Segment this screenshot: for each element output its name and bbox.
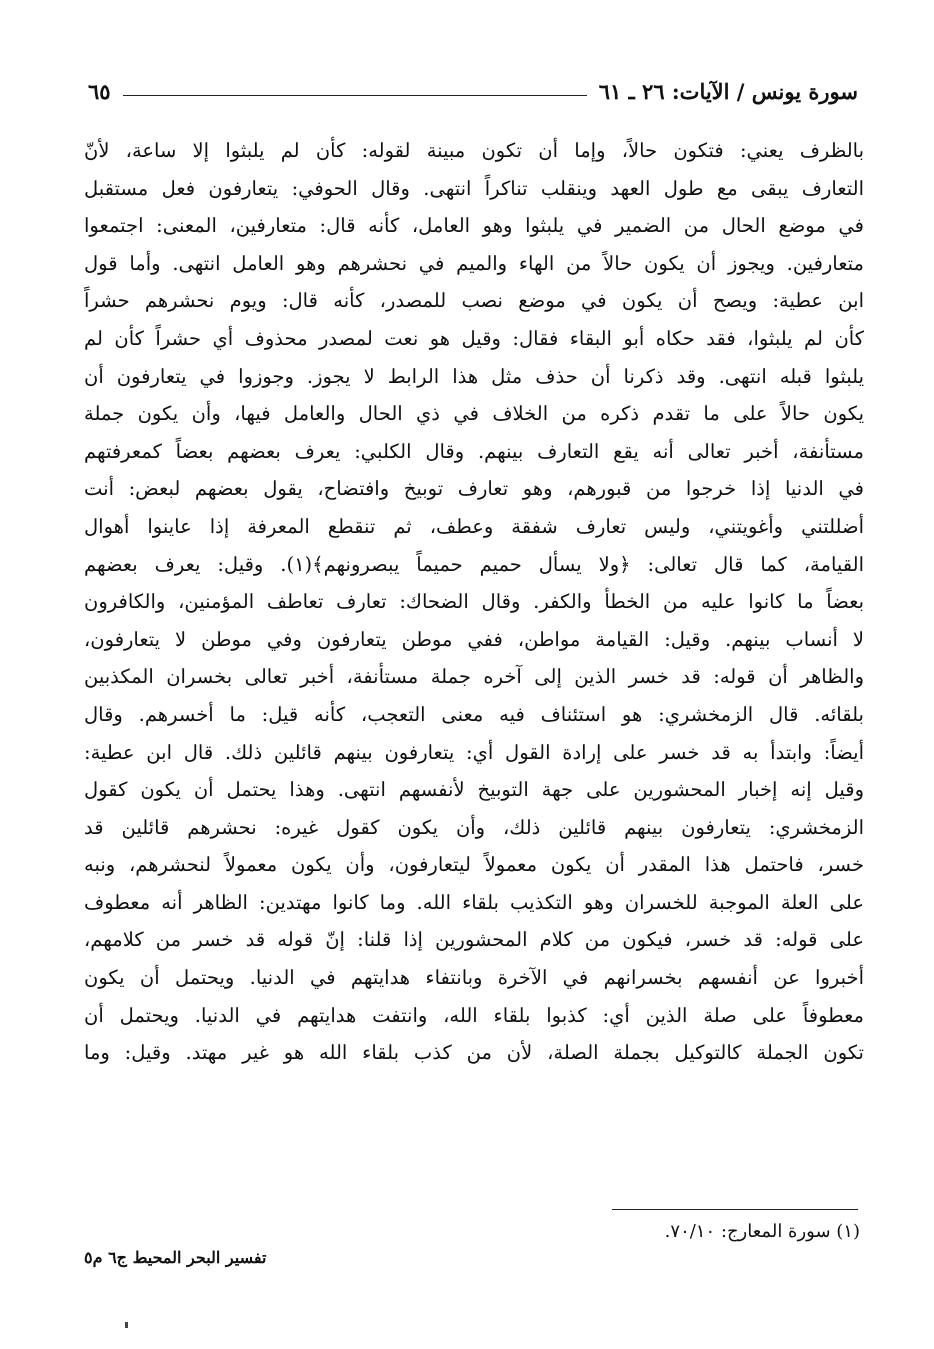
footnote-rule bbox=[612, 1209, 858, 1210]
text-line: في موضع الحال من الضمير في يلبثوا وهو العامل، كأنه قال: متعارفين، المعنى: اجتمعوا bbox=[84, 214, 864, 238]
text-line: يلبثوا قبله انتهى. وقد ذكرنا أن حذف مثل هذا الرابط لا يجوز. وجوزوا في يتعارفون أن bbox=[84, 364, 864, 388]
text-line: أيضاً: وابتدأ به قد خسر على إرادة القول أي: يتعارفون بينهم قائلين ذلك. قال ابن عطية: bbox=[84, 740, 864, 764]
text-line: التعارف يبقى مع طول العهد وينقلب تناكراً انتهى. وقال الحوفي: يتعارفون فعل مستقبل bbox=[84, 176, 864, 200]
footer-signature: تفسير البحر المحيط ج٦ م٥ bbox=[84, 1248, 267, 1267]
text-line: خسر، فاحتمل هذا المقدر أن يكون معمولاً ليتعارفون، وأن يكون معمولاً لنحشرهم، ونبه bbox=[84, 853, 864, 877]
text-line: في الدنيا إذا خرجوا من قبورهم، وهو تعارف توبيخ وافتضاح، يقول بعضهم لبعض: أنت bbox=[84, 477, 864, 501]
footnote: (١) سورة المعارج: ٧٠/١٠. bbox=[664, 1221, 860, 1242]
text-line: لا أنساب بينهم. وقيل: القيامة مواطن، ففي موطن يتعارفون وفي موطن لا يتعارفون، bbox=[84, 627, 864, 651]
text-line: الزمخشري: يتعارفون بينهم قائلين ذلك، وأن يكون كقول غيره: نحشرهم قائلين قد bbox=[84, 815, 864, 839]
text-line: بلقائه. قال الزمخشري: هو استئناف فيه معنى التعجب، كأنه قيل: ما أخسرهم. وقال bbox=[84, 702, 864, 726]
header-rule bbox=[123, 95, 587, 96]
text-line: على العلة الموجبة للخسران وهو التكذيب بلقاء الله. وما كانوا مهتدين: الظاهر أنه معطوف bbox=[84, 890, 864, 914]
text-line: على قوله: قد خسر، فيكون من كلام المحشورين إذا قلنا: إنّ قوله قد خسر من كلامهم، bbox=[84, 928, 864, 952]
text-line: تكون الجملة كالتوكيل بجملة الصلة، لأن من كذب بلقاء الله هو غير مهتد. وقيل: وما bbox=[84, 1041, 864, 1065]
print-mark bbox=[125, 1322, 128, 1328]
text-line: أخبروا عن أنفسهم بخسرانهم في الآخرة وبانتفاء هدايتهم في الدنيا. ويحتمل أن يكون bbox=[84, 966, 864, 990]
text-line: بالظرف يعني: فتكون حالاً، وإما أن تكون مبينة لقوله: كأن لم يلبثوا إلا ساعة، لأنّ bbox=[84, 139, 864, 162]
text-line: والظاهر أن قوله: قد خسر الذين إلى آخره جملة مستأنفة، أخبر تعالى بخسران المكذبين bbox=[84, 665, 864, 689]
running-title: سورة يونس / الآيات: ٢٦ ـ ٦١ bbox=[598, 78, 858, 104]
text-line: متعارفين. ويجوز أن يكون حالاً من الهاء والميم في نحشرهم وهو العامل انتهى. وأما قول bbox=[84, 251, 864, 275]
page-header bbox=[88, 74, 858, 108]
text-line: أضللتني وأغويتني، وليس تعارف شفقة وعطف، ثم تنقطع المعرفة إذا عاينوا أهوال bbox=[84, 514, 864, 538]
page-number: ٦٥ bbox=[88, 78, 111, 104]
body-text bbox=[84, 132, 864, 1072]
text-line: يكون حالاً على ما تقدم ذكره من الخلاف في ذي الحال والعامل فيها، وأن يكون جملة bbox=[84, 402, 864, 426]
text-line: معطوفاً على صلة الذين أي: كذبوا بلقاء الله، وانتفت هدايتهم في الدنيا. ويحتمل أن bbox=[84, 1003, 864, 1027]
text-line: بعضاً ما كانوا عليه من الخطأ والكفر. وقال الضحاك: تعارف تعاطف المؤمنين، والكافرون bbox=[84, 590, 864, 614]
text-line: القيامة، كما قال تعالى: ﴿ولا يسأل حميم حميماً يبصرونهم﴾(١). وقيل: يعرف بعضهم bbox=[84, 552, 864, 576]
text-line: مستأنفة، أخبر تعالى أنه يقع التعارف بينهم. وقال الكلبي: يعرف بعضهم بعضاً كمعرفتهم bbox=[84, 439, 864, 463]
text-line: وقيل إنه إخبار المحشورين على جهة التوبيخ لأنفسهم انتهى. وهذا يحتمل أن يكون كقول bbox=[84, 778, 864, 802]
text-line: كأن لم يلبثوا، فقد حكاه أبو البقاء فقال: وقيل هو نعت لمصدر محذوف أي حشراً كأن لم bbox=[84, 326, 864, 350]
text-line: ابن عطية: ويصح أن يكون في موضع نصب للمصدر، كأنه قال: ويوم نحشرهم حشراً bbox=[84, 289, 864, 313]
